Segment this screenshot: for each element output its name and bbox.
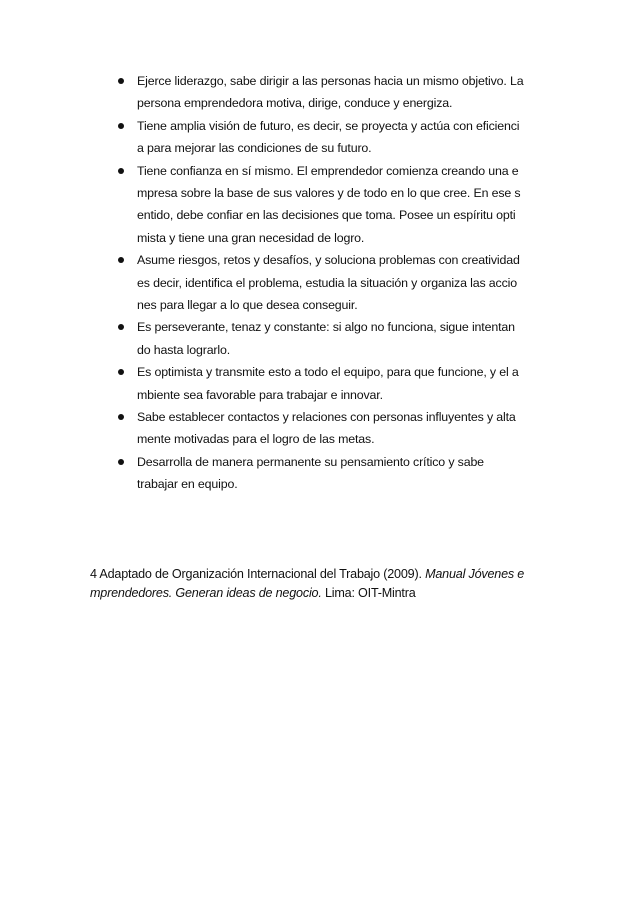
footnote-title-cont: mprendedores. Generan ideas de negocio. [90, 586, 322, 600]
bullet-line: mpresa sobre la base de sus valores y de todo en lo que cree. En ese s [137, 185, 521, 200]
bullet-line: do hasta lograrlo. [137, 342, 231, 357]
bullet-line: Sabe establecer contactos y relaciones con personas influyentes y alta [137, 410, 516, 424]
bullet-dot-icon [118, 459, 124, 465]
bullet-line: mente motivadas para el logro de las metas. [137, 432, 375, 447]
bullet-line: entido, debe confiar en las decisiones que toma. Posee un espíritu opti [137, 208, 516, 223]
bullet-dot-icon [118, 257, 124, 263]
footnote-publisher: Lima: OIT-Mintra [321, 586, 416, 600]
bullet-line: Es optimista y transmite esto a todo el equipo, para que funcione, y el a [137, 365, 519, 380]
footnote-title: Manual Jóvenes e [425, 567, 525, 581]
footnote [90, 565, 560, 603]
bullet-dot-icon [118, 78, 124, 84]
bullet-dot-icon [118, 168, 124, 174]
bullet-line: persona emprendedora motiva, dirige, conduce y energiza. [137, 96, 453, 111]
bullet-line: Es perseverante, tenaz y constante: si algo no funciona, sigue intentan [137, 320, 515, 335]
bullet-line: a para mejorar las condiciones de su futuro. [137, 141, 372, 156]
bullet-dot-icon [118, 324, 124, 330]
bullet-line: Desarrolla de manera permanente su pensamiento crítico y sabe [137, 454, 484, 469]
footnote-line-2 [90, 584, 560, 603]
bullet-line: Asume riesgos, retos y desafíos, y soluciona problemas con creatividad [137, 253, 520, 268]
bullet-line: es decir, identifica el problema, estudia la situación y organiza las accio [137, 275, 517, 290]
bullet-dot-icon [118, 369, 124, 375]
bullet-line: Ejerce liderazgo, sabe dirigir a las personas hacia un mismo objetivo. La [137, 74, 524, 88]
bullet-dot-icon [118, 414, 124, 420]
bullet-dot-icon [118, 123, 124, 129]
footnote-text: 4 Adaptado de Organización Internacional del Trabajo (2009). [90, 567, 426, 581]
bullet-line: nes para llegar a lo que desea conseguir. [137, 297, 358, 312]
bullet-line: trabajar en equipo. [137, 477, 238, 492]
bullet-line: mbiente sea favorable para trabajar e innovar. [137, 387, 383, 402]
bullet-line: mista y tiene una gran necesidad de logro. [137, 230, 365, 245]
footnote-line-1 [90, 565, 560, 584]
bullet-line: Tiene confianza en sí mismo. El emprendedor comienza creando una e [137, 163, 519, 178]
bullet-line: Tiene amplia visión de futuro, es decir, se proyecta y actúa con eficienci [137, 118, 520, 133]
